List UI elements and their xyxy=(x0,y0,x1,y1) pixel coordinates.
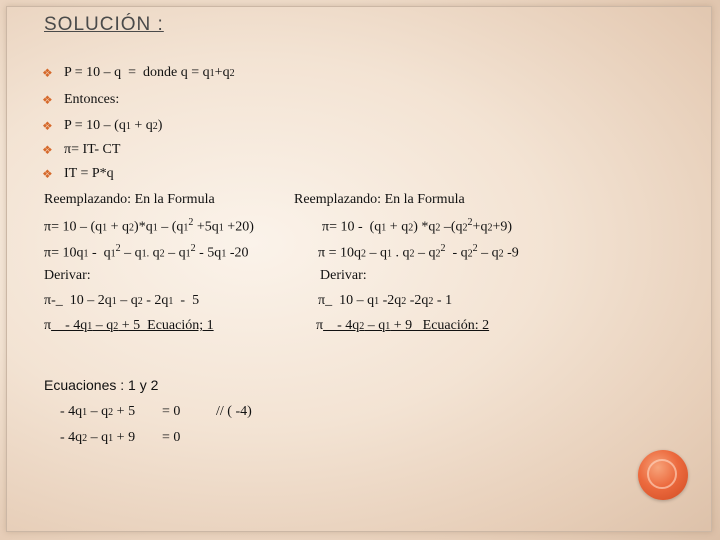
left-derivar-label: Derivar: xyxy=(44,268,91,283)
diamond-bullet-icon: ❖ xyxy=(42,118,53,133)
bullet-item xyxy=(42,142,120,158)
bullet-text: IT = P*q xyxy=(64,166,114,181)
bullet-item xyxy=(42,166,114,182)
equation-row-1-note: // ( -4) xyxy=(216,404,252,419)
left-heading: Reemplazando: En la Formula xyxy=(44,192,215,207)
decorative-orb-icon xyxy=(638,450,688,500)
bullet-text: π= IT- CT xyxy=(64,142,121,157)
bullet-item xyxy=(42,65,235,81)
bullet-text: P = 10 – q = donde q = q1+q2 xyxy=(64,65,235,80)
bullet-text: P = 10 – (q1 + q2) xyxy=(64,118,163,133)
equations-heading: Ecuaciones : 1 y 2 xyxy=(44,377,159,393)
right-equation-4: π - 4q2 – q1 + 9 Ecuación: 2 xyxy=(316,318,490,333)
right-heading: Reemplazando: En la Formula xyxy=(294,192,465,207)
right-equation-3: π_ 10 – q1 -2q2 -2q2 - 1 xyxy=(318,293,453,308)
left-equation-1: $\pi= 10 - (q1 + q2)*q1 - (q1^2 +5q1 +20)$ xyxy=(44,217,254,235)
equation-row-2-expr: - 4q2 – q1 + 9 xyxy=(60,430,136,445)
left-equation-2: $\pi= 10q1 - q1^2 - q1$. $q2 - q1^2 - 5q1$ -20 xyxy=(44,243,249,261)
diamond-bullet-icon: ❖ xyxy=(42,65,53,80)
right-derivar-label: Derivar: xyxy=(320,268,367,283)
equation-row-1-equals: = 0 xyxy=(162,404,181,419)
slide-title: SOLUCIÓN : xyxy=(44,14,164,35)
diamond-bullet-icon: ❖ xyxy=(42,142,53,157)
bullet-text: Entonces: xyxy=(64,92,120,107)
equation-row-1-expr: - 4q1 – q2 + 5 xyxy=(60,404,136,419)
left-equation-3: π-_ 10 – 2q1 – q2 - 2q1 - 5 xyxy=(44,293,200,308)
left-equation-4: π - 4q1 – q2 + 5 Ecuación; 1 xyxy=(44,318,214,333)
right-equation-1: π= 10 - (q1 + q2) *q2 $-(q2^2+q2+9)$ xyxy=(322,217,513,235)
bullet-item xyxy=(42,118,162,134)
bullet-item xyxy=(42,92,119,108)
diamond-bullet-icon: ❖ xyxy=(42,92,53,107)
equation-row-2-equals: = 0 xyxy=(162,430,181,445)
diamond-bullet-icon: ❖ xyxy=(42,166,53,181)
right-equation-2: π = 10q2 – q1 . $q2 - q2^2 - q2^2 - q2$ -9 xyxy=(318,243,519,261)
